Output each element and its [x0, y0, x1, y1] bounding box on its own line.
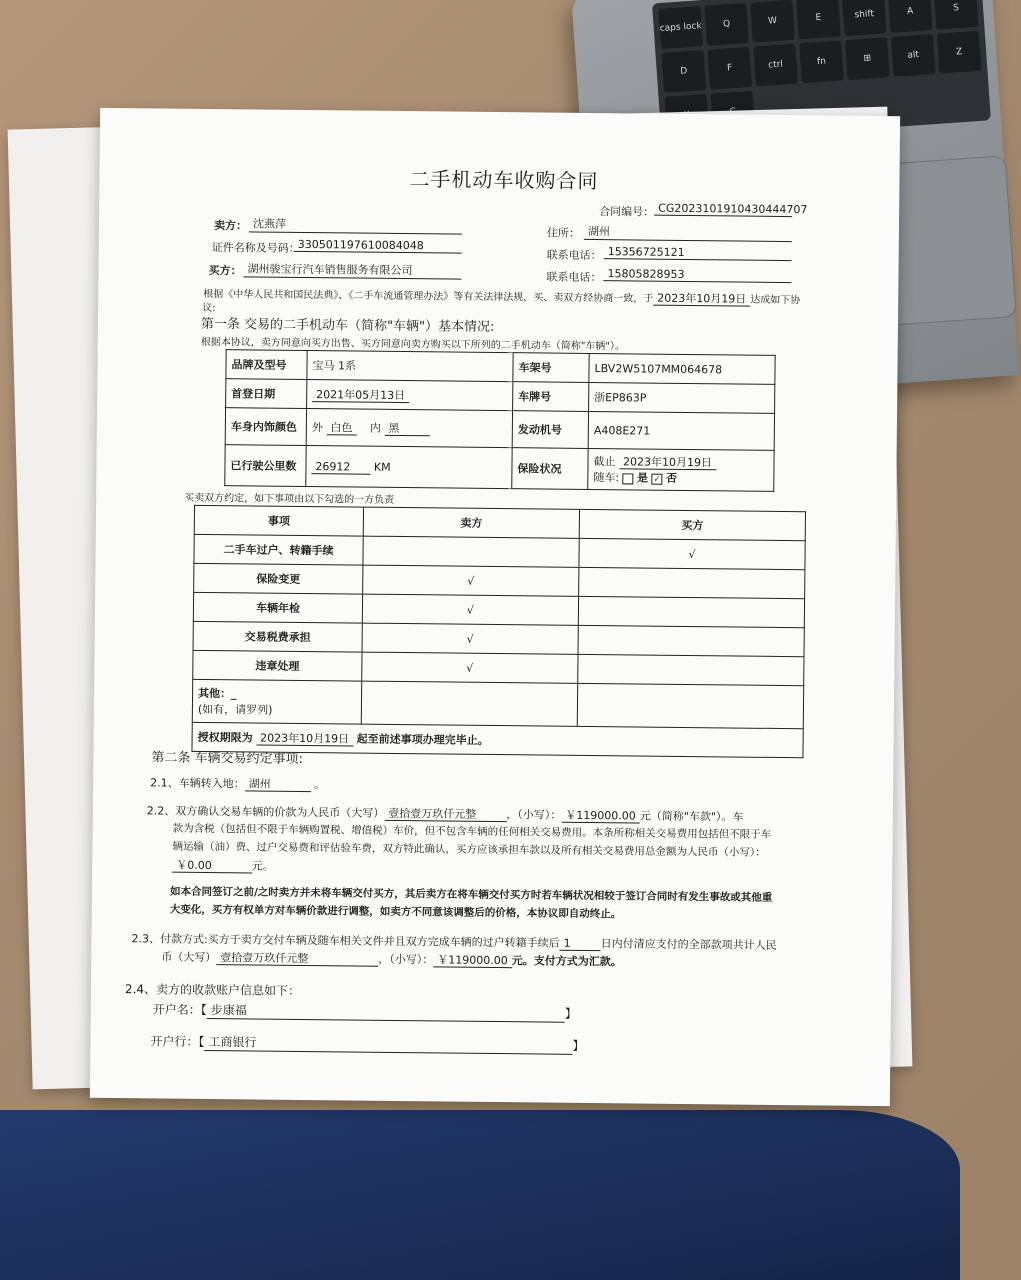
engine-value: A408E271	[588, 411, 774, 450]
contract-page	[90, 108, 900, 1106]
keyboard-key: S	[934, 0, 979, 30]
keyboard-key: ⊞	[845, 37, 890, 80]
other-cell: 其他：_ (如有，请罗列)	[192, 679, 361, 724]
keyboard-key: W	[750, 0, 795, 43]
keyboard-key: A	[888, 0, 933, 33]
clause-2-2-fee: ￥0.00 元。	[172, 857, 274, 874]
keyboard-key: caps lock	[658, 6, 703, 49]
keyboard-key: E	[796, 0, 841, 39]
clause-2-3-line2: 币（大写） 壹拾壹万玖仟元整 ，（小写）： ￥119000.00 元。支付方式为汇款。	[161, 950, 622, 969]
auth-cell: 授权期限为 2023年10月19日 起至前述事项办理完毕止。	[192, 722, 803, 757]
keyboard-key: D	[661, 50, 706, 93]
seller-phone-label: 联系电话：	[546, 248, 602, 263]
clause-2-2-line1: 2.2、双方确认交易车辆的价款为人民币（大写） 壹拾壹万玖仟元整 ，（小写）： ￥119000.00 元（简称"车款"）。车	[146, 804, 744, 824]
brand-label: 品牌及型号	[226, 350, 307, 380]
preamble-end: 议:	[202, 302, 216, 315]
bold-note-1: 如本合同签订之前/之时卖方并未将车辆交付买方，其后卖方在将车辆交付买方时若车辆状况相较于签订合同时有发生事故或其他重	[169, 885, 773, 904]
insurance-value: 截止 2023年10月19日 随车: 是 ✓ 否	[588, 448, 774, 491]
clause-2-1: 2.1、车辆转入地： 湖州 。	[150, 776, 326, 792]
address-value: 湖州	[584, 223, 792, 242]
keyboard-key: ctrl	[753, 44, 798, 87]
vehicle-table	[224, 349, 775, 492]
resp-header-seller: 卖方	[363, 507, 579, 538]
address-label: 住所：	[546, 226, 580, 240]
resp-seller-cell: √	[362, 623, 578, 654]
seller-phone: 15356725121	[604, 245, 792, 261]
bank-row: 开户行：【 工商银行 】	[150, 1034, 585, 1053]
buyer-label: 买方：	[208, 263, 242, 278]
jeans-background	[0, 1110, 960, 1280]
engine-label: 发动机号	[512, 411, 588, 449]
resp-item-cell: 二手车过户、转籍手续	[194, 534, 363, 565]
yes-checkbox	[623, 473, 634, 484]
resp-seller-cell: √	[362, 594, 578, 625]
keyboard-key: Z	[937, 31, 982, 74]
account-name-row: 开户名：【 步康福 】	[152, 1002, 577, 1021]
contract-no: CG2023101910430444707	[654, 202, 792, 217]
plate-value: 浙EP863P	[589, 382, 775, 413]
resp-item-cell: 保险变更	[194, 563, 363, 594]
resp-seller-cell: √	[363, 565, 579, 596]
resp-header-buyer: 买方	[579, 509, 805, 540]
resp-buyer-cell	[579, 567, 805, 598]
clause-2-2-line2: 款为含税（包括但不限于车辆购置税、增值税）车价，但不包含车辆的任何相关交易费用。本条所称相关交易费用包括但不限于车	[172, 822, 772, 841]
clause-2-3-line1: 2.3、付款方式:买方于卖方交付车辆及随车相关文件并且双方完成车辆的过户转籍手续后 1 日内付清应支付的全部款项共计人民	[131, 932, 777, 952]
resp-buyer-cell: √	[579, 538, 805, 569]
resp-intro: 买卖双方约定，如下事项由以下勾选的一方负责	[184, 492, 395, 506]
keyboard-key: alt	[891, 34, 936, 77]
seller-name: 沈燕萍	[249, 215, 462, 234]
resp-seller-cell: √	[362, 652, 578, 683]
buyer-phone-label: 联系电话：	[546, 270, 602, 285]
brand-value: 宝马 1系	[307, 351, 513, 382]
resp-header-item: 事项	[194, 505, 363, 536]
contract-no-label: 合同编号：	[599, 205, 655, 219]
preamble: 根据《中华人民共和国民法典》、《二手车流通管理办法》等有关法律法规，买、卖双方经协商一致，于 2023年10月19日 达成如下协	[203, 288, 801, 307]
color-value: 外 白色 内 黑	[306, 409, 512, 448]
insurance-label: 保险状况	[512, 448, 588, 490]
mileage-label: 已行驶公里数	[225, 445, 306, 487]
keyboard-key: F	[707, 47, 752, 90]
reg-date-value: 2021年05月13日	[307, 380, 513, 411]
resp-item-cell: 交易税费承担	[193, 621, 362, 652]
plate-label: 车牌号	[513, 382, 589, 412]
keyboard-key: fn	[799, 40, 844, 83]
resp-item-cell: 车辆年检	[193, 592, 362, 623]
no-checkbox-checked: ✓	[652, 473, 663, 484]
reg-date-label: 首登日期	[226, 379, 307, 409]
buyer-phone: 15805828953	[603, 267, 791, 283]
bold-note-2: 大变化，买方有权单方对车辆价款进行调整，如卖方不同意该调整后的价格，本协议即自动终止。	[169, 903, 622, 921]
clause-2-2-line3: 辆运输（油）费、过户交易费和评估验车费，双方特此确认，买方应该承担车款以及所有相关交易费用总金额为人民币（小写）：	[172, 840, 766, 859]
resp-buyer-cell	[578, 596, 804, 627]
seller-label: 卖方：	[213, 219, 248, 233]
resp-buyer-cell	[578, 625, 804, 656]
article-2-title: 第二条 车辆交易约定事项:	[151, 750, 303, 767]
vin-label: 车架号	[513, 353, 589, 383]
clause-2-4: 2.4、卖方的收款账户信息如下：	[124, 982, 301, 998]
contract-title: 二手机动车收购合同	[409, 167, 599, 194]
resp-seller-cell	[363, 536, 579, 567]
responsibility-table	[191, 505, 806, 758]
resp-item-cell: 违章处理	[193, 650, 362, 681]
id-number: 330501197610084048	[294, 238, 462, 254]
keyboard-key: Q	[704, 3, 749, 46]
vin-value: LBV2W5107MM064678	[589, 353, 775, 384]
keyboard-key: shift	[842, 0, 887, 36]
id-label: 证件名称及号码：	[211, 241, 300, 255]
article-1-intro: 根据本协议，卖方同意向买方出售、买方同意向卖方购买以下所列的二手机动车（简称"车辆"）。	[200, 336, 625, 353]
resp-buyer-cell	[578, 654, 804, 685]
buyer-name: 湖州骏宝行汽车销售服务有限公司	[243, 260, 461, 279]
color-label: 车身内饰颜色	[225, 408, 306, 446]
mileage-value: 26912 KM	[306, 446, 512, 489]
article-1-title: 第一条 交易的二手机动车（简称"车辆"）基本情况:	[200, 316, 495, 335]
resp-other-row	[192, 679, 803, 728]
